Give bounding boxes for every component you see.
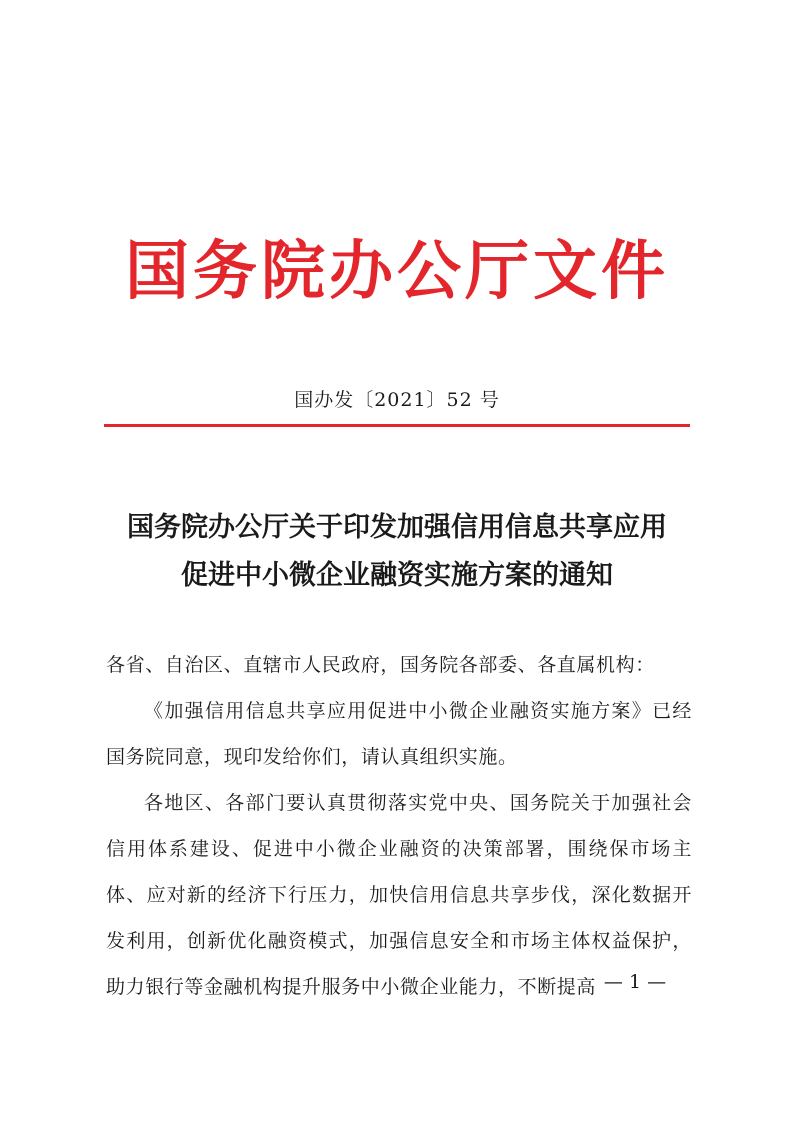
- red-divider-line: [104, 424, 690, 427]
- body-paragraph-1: 《加强信用信息共享应用促进中小微企业融资实施方案》已经国务院同意，现印发给你们，请认真组织实施。: [106, 700, 692, 768]
- salutation: 各省、自治区、直辖市人民政府，国务院各部委、各直属机构：: [106, 654, 655, 676]
- document-body: [106, 642, 692, 1010]
- document-number: 国办发〔2021〕52 号: [294, 389, 500, 411]
- page-number: — 1 —: [603, 971, 667, 993]
- document-title: [0, 504, 794, 600]
- body-paragraph-2: 各地区、各部门要认真贯彻落实党中央、国务院关于加强社会信用体系建设、促进中小微企业融资的决策部署，围绕保市场主体、应对新的经济下行压力，加快信用信息共享步伐，深化数据开发利用，创新优化融资模式，加强信息安全和市场主体权益保护，助力银行等金融机构提升服务中小微企业能力，不断提高: [106, 792, 692, 998]
- document-title-line-1: 国务院办公厅关于印发加强信用信息共享应用: [127, 512, 667, 543]
- masthead-title: 国务院办公厅文件: [125, 234, 669, 309]
- document-title-line-2: 促进中小微企业融资实施方案的通知: [181, 560, 613, 591]
